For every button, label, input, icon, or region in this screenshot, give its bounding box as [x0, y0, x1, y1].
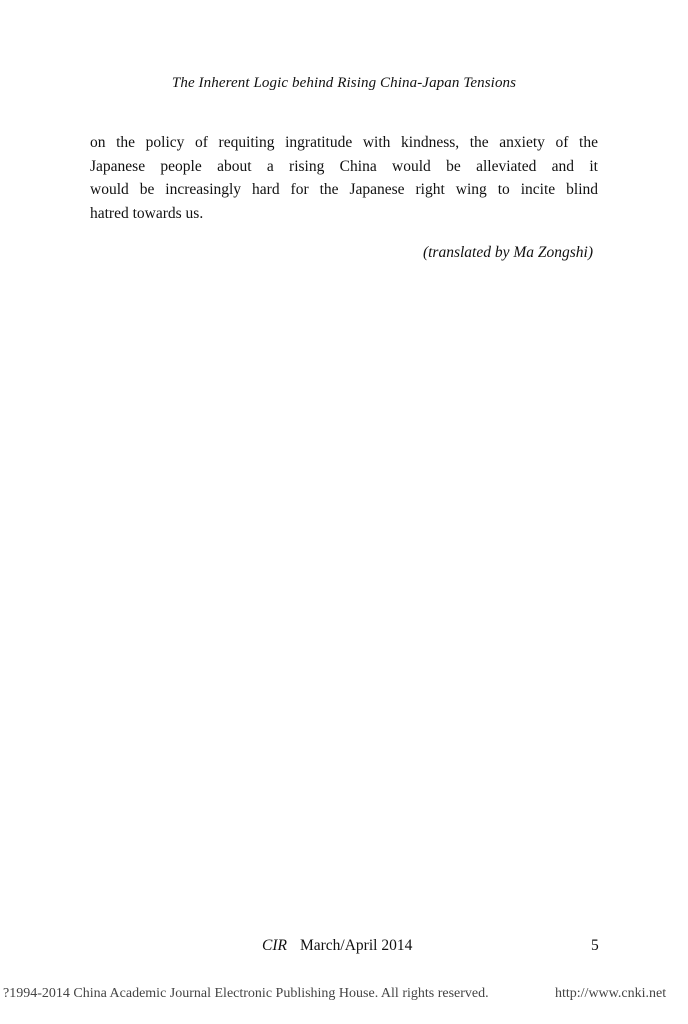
body-paragraph: [90, 131, 598, 225]
running-head: The Inherent Logic behind Rising China-Japan Tensions: [171, 75, 517, 91]
body-line: on the policy of requiting ingratitude with kindness, the anxiety of the: [90, 134, 598, 151]
body-line: would be increasingly hard for the Japanese right wing to incite blind: [90, 181, 598, 198]
copyright-notice: ?1994-2014 China Academic Journal Electronic Publishing House. All rights reserved.: [3, 986, 489, 1001]
body-line: Japanese people about a rising China would be alleviated and it: [90, 157, 598, 175]
journal-issue: March/April 2014: [299, 937, 413, 954]
footer-journal-info: [262, 936, 412, 956]
page-number: 5: [591, 937, 599, 954]
translator-credit: (translated by Ma Zongshi): [422, 244, 593, 261]
journal-abbreviation: CIR: [262, 937, 287, 954]
body-line: hatred towards us.: [90, 204, 204, 222]
copyright-url: http://www.cnki.net: [555, 986, 667, 1001]
